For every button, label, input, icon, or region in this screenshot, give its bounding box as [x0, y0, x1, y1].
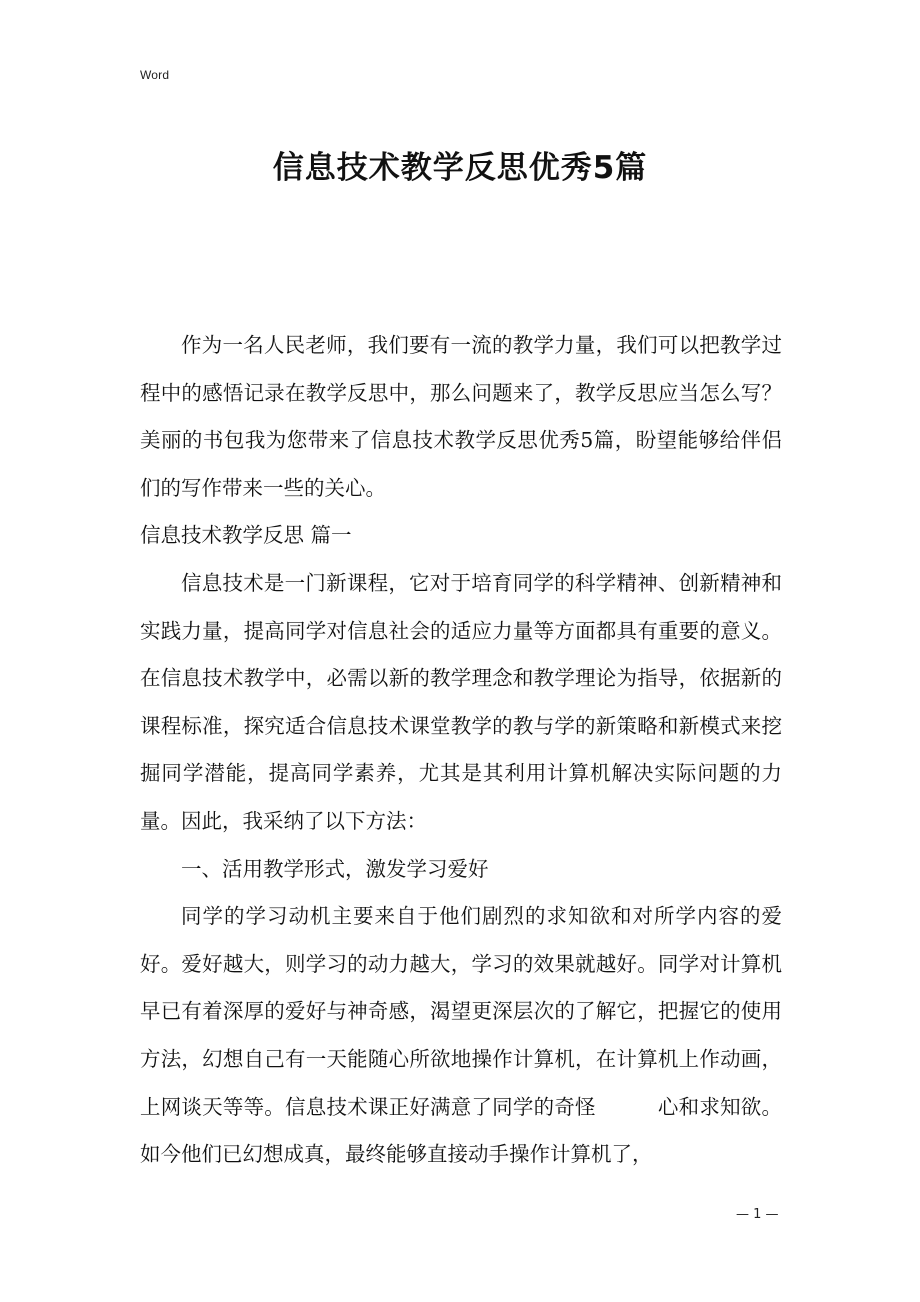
- section-heading: 信息技术教学反思 篇一: [140, 523, 352, 548]
- subsection-heading: 一、活用教学形式，激发学习爱好: [181, 856, 489, 881]
- intro-paragraph: 作为一名人民老师，我们要有一流的教学力量，我们可以把教学过程中的感悟记录在教学反思中，那么问题来了，教学反思应当怎么写？美丽的书包我为您带来了信息技术教学反思优秀5篇，盼望能够给伴侣们的写作带来一些的关心。: [140, 333, 782, 500]
- body-paragraph: 同学的学习动机主要来自于他们剧烈的求知欲和对所学内容的爱好。爱好越大，则学习的动力越大，学习的效果就越好。同学对计算机早已有着深厚的爱好与神奇感，渴望更深层次的了解它，把握它的使用方法，幻想自己有一天能随心所欲地操作计算机，在计算机上作动画，上网谈天等等。信息技术课正好满意了同学的奇怪 心和求知欲。如今他们已幻想成真，最终能够直接动手操作计算机了，: [140, 904, 782, 1167]
- document-body: [140, 322, 782, 1179]
- page-number: — 1 —: [736, 1207, 779, 1222]
- document-title: 信息技术教学反思优秀5篇: [272, 150, 648, 186]
- header-label: Word: [140, 68, 170, 82]
- body-paragraph: 信息技术是一门新课程，它对于培育同学的科学精神、创新精神和实践力量，提高同学对信息社会的适应力量等方面都具有重要的意义。在信息技术教学中，必需以新的教学理念和教学理论为指导，依据新的课程标准，探究适合信息技术课堂教学的教与学的新策略和新模式来挖掘同学潜能，提高同学素养，尤其是其利用计算机解决实际问题的力量。因此，我采纳了以下方法：: [140, 570, 782, 833]
